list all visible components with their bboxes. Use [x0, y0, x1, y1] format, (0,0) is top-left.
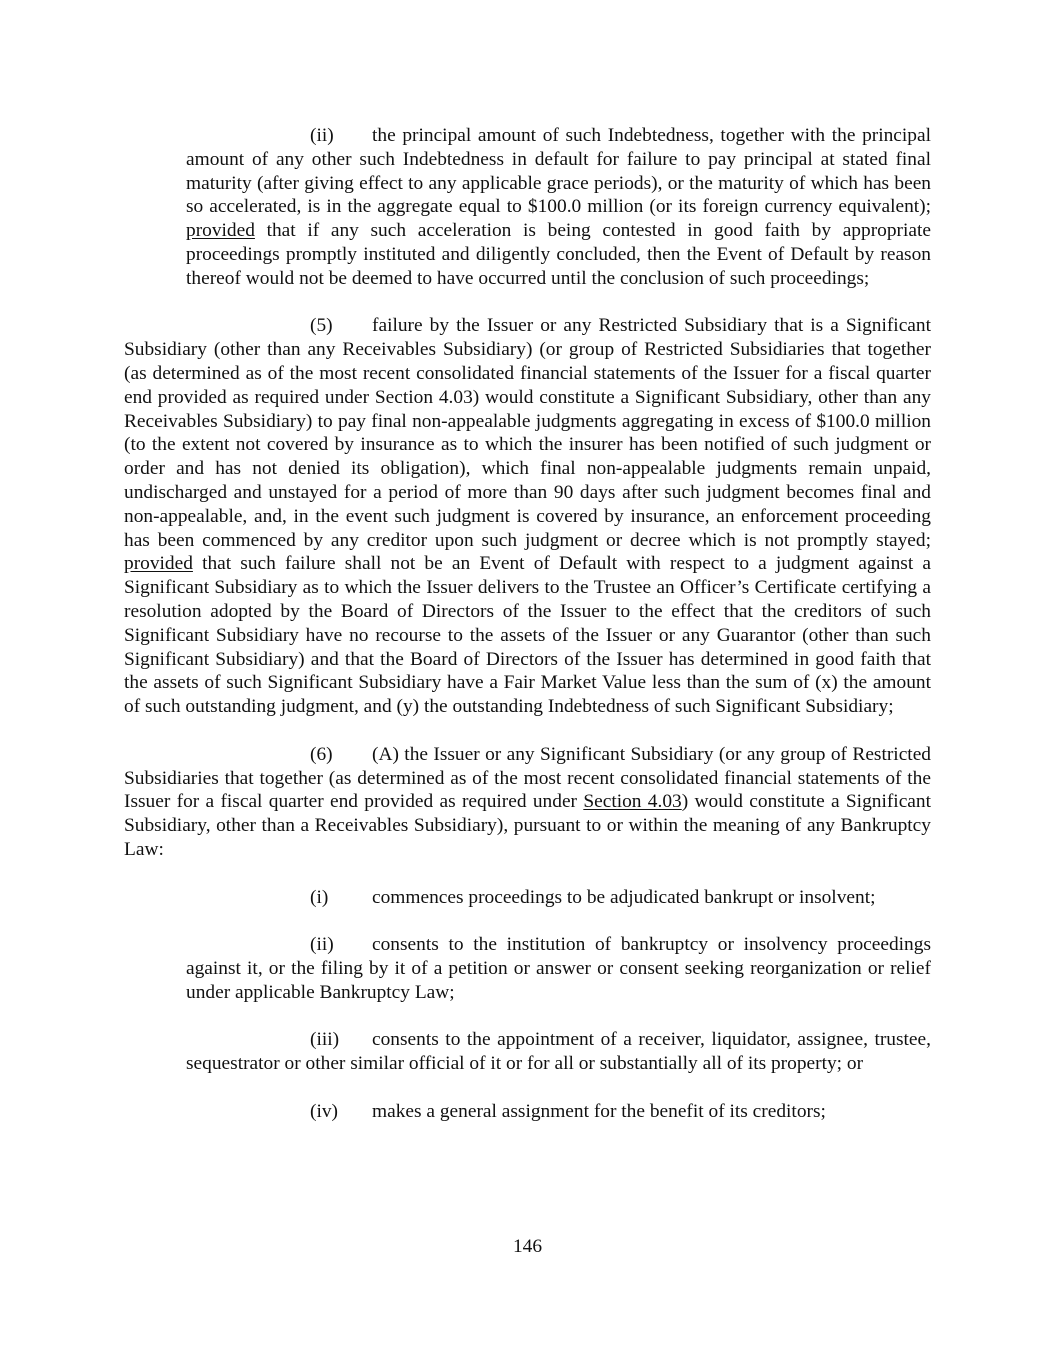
defined-term-provided: provided — [124, 553, 193, 575]
clause-marker: (iv) — [310, 1100, 338, 1122]
clause-marker: (i) — [310, 886, 329, 908]
clause-text: the principal amount of such Indebtedness, together with the principal amount of any other such Indebtedness in default for failure to pay principal at stated final maturity (after giving effect to any applicable grace periods), or the maturity of which has been so accelerated, is in the aggregate equal to $100.0 million (or its foreign currency equivalent); — [186, 125, 931, 218]
clause-text: makes a general assignment for the benefit of its creditors; — [372, 1100, 826, 1122]
clause-text: consents to the appointment of a receiver, liquidator, assignee, trustee, sequestrator or other similar official of it or for all or substantially all of its property; or — [186, 1029, 931, 1075]
clause-text: failure by the Issuer or any Restricted Subsidiary that is a Significant Subsidiary (other than any Receivables Subsidiary) (or group of Restricted Subsidiaries that together (as determined as of the most recent consolidated financial statements of the Issuer for a fiscal quarter end provided as required under Section 4.03) would constitute a Significant Subsidiary, other than any Receivables Subsidiary) to pay final non-appealable judgments aggregating in excess of $100.0 million (to the extent not covered by insurance as to which the insurer has been notified of such judgment or order and has not denied its obligation), which final non-appealable judgments remain unpaid, undischarged and unstayed for a period of more than 90 days after such judgment becomes final and non-appealable, and, in the event such judgment is covered by insurance, an enforcement proceeding has been commenced by any creditor upon such judgment or decree which is not promptly stayed; — [124, 315, 931, 551]
clause-iv-general-assignment — [186, 1100, 931, 1124]
clause-text: commences proceedings to be adjudicated bankrupt or insolvent; — [372, 886, 876, 908]
clause-marker: (ii) — [310, 125, 334, 146]
clause-marker: (ii) — [310, 934, 334, 956]
clause-text: that if any such acceleration is being contested in good faith by appropriate proceedings promptly instituted and diligently concluded, then the Event of Default by reason thereof would not be deemed to have occurred until the conclusion of such proceedings; — [186, 220, 931, 289]
clause-text: consents to the institution of bankruptcy or insolvency proceedings against it, or the filing by it of a petition or answer or consent seeking reorganization or relief under applicable Bankruptcy Law; — [186, 934, 931, 1003]
clause-text: ) would constitute a Significant Subsidiary, other than a Receivables Subsidiary), pursuant to or within the meaning of any Bankruptcy Law: — [124, 791, 931, 860]
clause-ii-consents-institution — [186, 933, 931, 1004]
clause-marker: (iii) — [310, 1029, 340, 1051]
clause-text: that such failure shall not be an Event of Default with respect to a judgment against a Significant Subsidiary as to which the Issuer delivers to the Trustee an Officer’s Certificate certifying a resolution adopted by the Board of Directors of the Issuer to the effect that the creditors of such Significant Subsidiary have no recourse to the assets of the Issuer or any Guarantor (other than such Significant Subsidiary) and that the Board of Directors of the Issuer has determined in good faith that the assets of such Significant Subsidiary have a Fair Market Value less than the sum of (x) the amount of such outstanding judgment, and (y) the outstanding Indebtedness of such Significant Subsidiary; — [124, 553, 931, 718]
page-number: 146 — [512, 1236, 543, 1257]
clause-marker: (5) — [310, 315, 333, 337]
clause-i-commences-proceedings — [186, 886, 931, 910]
clause-6-bankruptcy — [124, 743, 931, 862]
defined-term-provided: provided — [186, 220, 255, 242]
clause-marker: (6) — [310, 743, 333, 765]
clause-ii-principal-amount — [186, 124, 931, 291]
section-reference-link[interactable]: Section 4.03 — [583, 791, 682, 813]
document-page — [124, 124, 931, 1123]
clause-text: (A) the Issuer or any Significant Subsidiary (or any group of Restricted Subsidiaries that together (as determined as of the most recent consolidated financial statements of the Issuer for a fiscal quarter end provided as required under — [124, 743, 931, 813]
clause-5-judgments — [124, 314, 931, 719]
clause-iii-consents-appointment — [186, 1028, 931, 1076]
